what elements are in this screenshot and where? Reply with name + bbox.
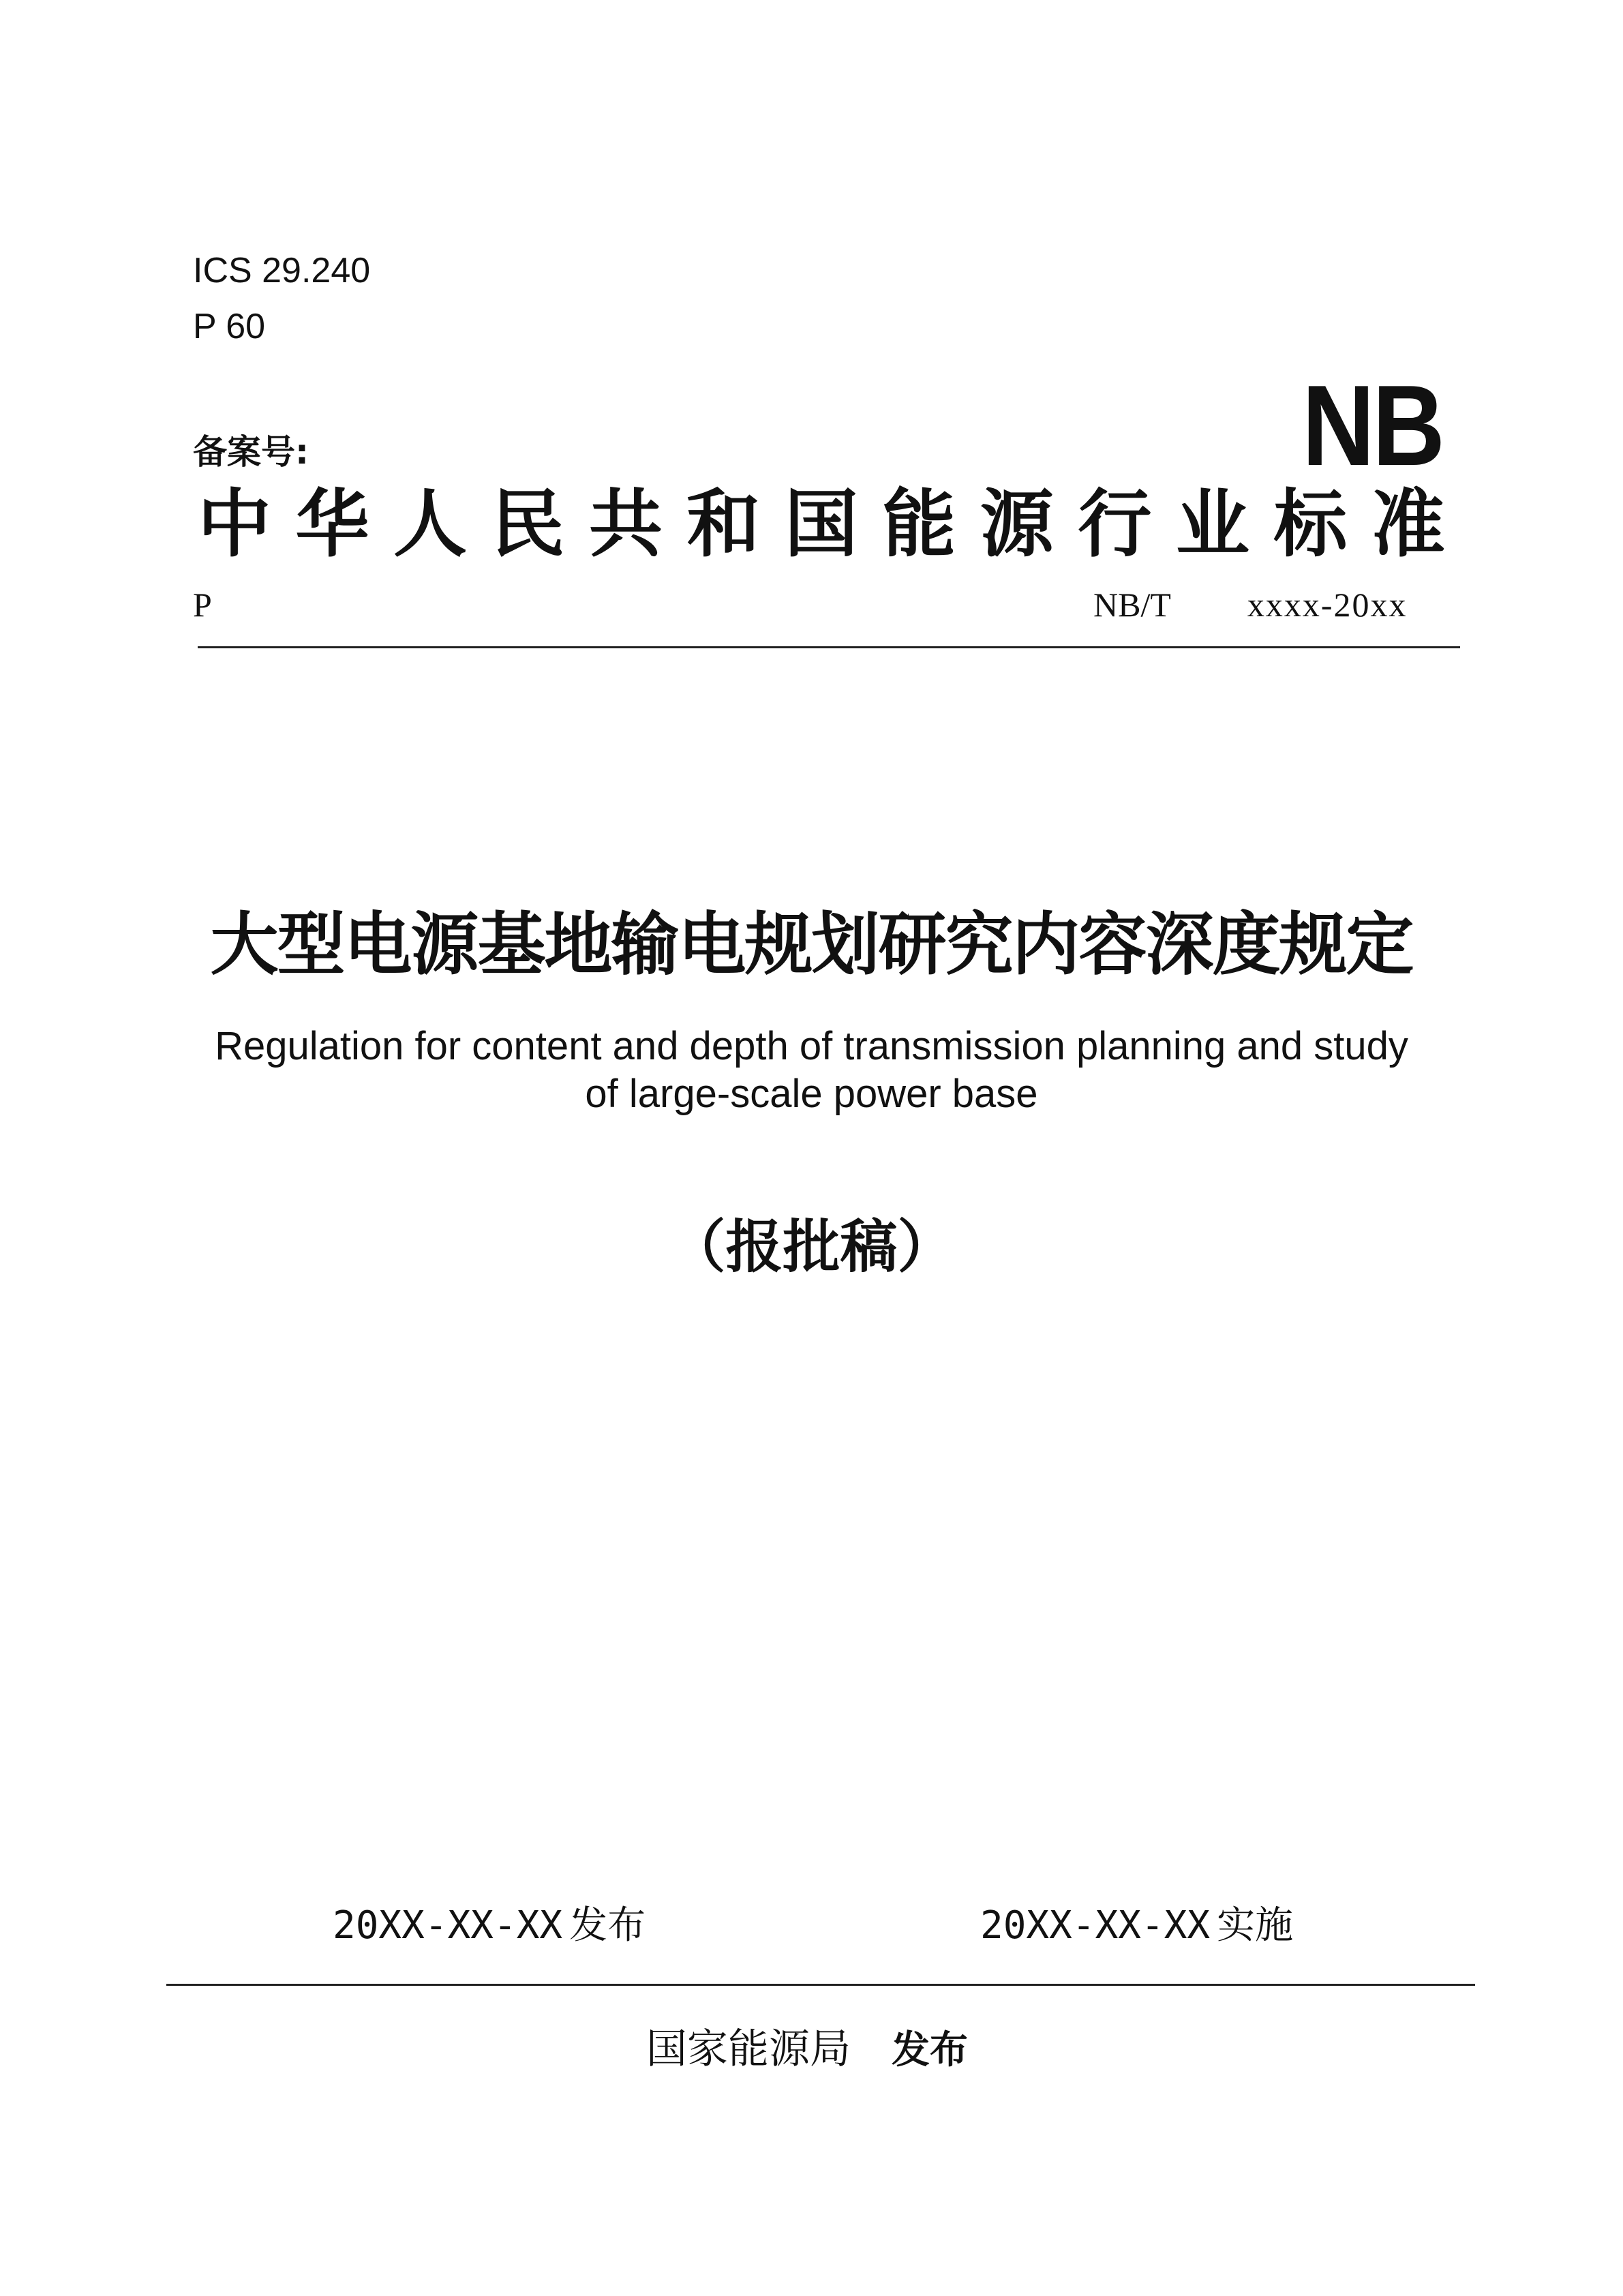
ics-code: ICS 29.240 — [193, 251, 371, 290]
filing-number-label: 备案号: — [193, 432, 309, 472]
issuer — [646, 2016, 968, 2075]
standard-code — [1093, 585, 1408, 624]
standard-number: xxxx-20xx — [1247, 586, 1408, 624]
standard-prefix: NB/T — [1093, 586, 1171, 624]
publish-label: 发布 — [569, 1903, 646, 1948]
document-title-en — [0, 1023, 1623, 1118]
title-char: 民 — [491, 481, 565, 567]
ccs-code: P 60 — [193, 307, 266, 346]
title-char: 准 — [1371, 481, 1445, 567]
title-en-line-1: Regulation for content and depth of transmission planning and study — [215, 1024, 1408, 1068]
title-char: 标 — [1273, 481, 1348, 567]
title-en-line-2: of large-scale power base — [585, 1072, 1038, 1116]
issuer-action: 发布 — [892, 2028, 968, 2072]
header-divider — [198, 646, 1460, 648]
draft-status: （报批稿） — [668, 1213, 955, 1280]
issuer-name: 国家能源局 — [646, 2025, 851, 2073]
title-char: 中 — [198, 481, 272, 567]
title-char: 国 — [784, 481, 858, 567]
document-title-cn: 大型电源基地输电规划研究内容深度规定 — [210, 905, 1413, 984]
title-char: 共 — [588, 481, 663, 567]
publish-date — [333, 1895, 646, 1950]
title-char: 源 — [980, 481, 1054, 567]
publish-date-value: 20XX-XX-XX — [333, 1903, 563, 1948]
title-char: 能 — [882, 481, 956, 567]
implement-date — [980, 1895, 1293, 1950]
implement-date-value: 20XX-XX-XX — [980, 1903, 1211, 1948]
title-char: 华 — [295, 481, 369, 567]
title-char: 业 — [1175, 481, 1249, 567]
title-char: 行 — [1078, 481, 1152, 567]
classification-code: P — [193, 586, 212, 624]
nb-logo: NB — [1302, 361, 1443, 489]
standard-category-title — [198, 481, 1445, 567]
title-char: 和 — [686, 481, 761, 567]
implement-label: 实施 — [1217, 1903, 1294, 1948]
title-char: 人 — [393, 481, 467, 567]
footer-divider — [166, 1984, 1475, 1986]
